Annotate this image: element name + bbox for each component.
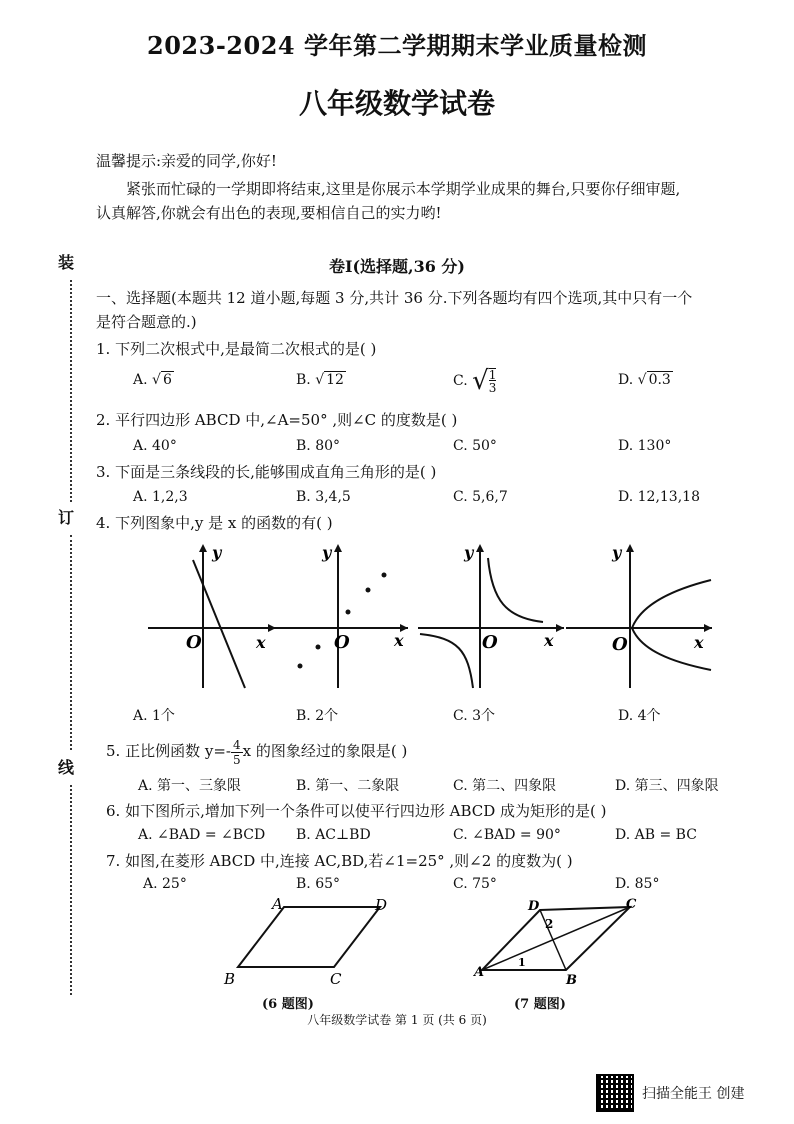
- margin-mark-top: 装: [58, 253, 75, 272]
- q5-stem: 5. 正比例函数 $y=-\frac{4}{5}x$ 的图象经过的象限是( ): [106, 737, 408, 767]
- q6-option-b: B. AC⊥BD: [296, 827, 371, 843]
- angle-1-label: 1: [518, 956, 526, 969]
- q3-option-d: D. 12,13,18: [618, 489, 700, 505]
- vertex-b: B: [566, 973, 577, 988]
- exam-subtitle: 八年级数学试卷: [298, 87, 495, 120]
- axis-y-label: y: [212, 543, 222, 562]
- q4-option-c: C. 3个: [453, 708, 496, 724]
- q1-option-c: C. $√\frac{1}{3}$: [453, 366, 497, 396]
- axis-y-label: y: [464, 543, 474, 562]
- figure-6-caption: (6 题图): [262, 997, 314, 1012]
- vertex-a: A: [474, 965, 485, 980]
- margin-mark-middle: 订: [58, 508, 75, 527]
- origin-label: O: [612, 634, 628, 655]
- data-point: [346, 610, 351, 615]
- figure-7-rhombus: [470, 894, 650, 994]
- vertex-d: D: [528, 899, 540, 914]
- section-title: 卷Ⅰ(选择题,36 分): [328, 257, 466, 276]
- axis-y-label: y: [612, 543, 622, 562]
- q1-option-d: D. √ 0.3: [618, 372, 671, 388]
- data-point: [316, 645, 321, 650]
- angle-2-label: 2: [545, 917, 554, 931]
- intro-line-1: 紧张而忙碌的一学期即将结束,这里是你展示本学期学业成果的舞台,只要你仔细审题,: [126, 180, 681, 198]
- q7-option-d: D. 85°: [615, 876, 660, 892]
- binding-line-top: [70, 280, 72, 502]
- q3-option-b: B. 3,4,5: [296, 489, 351, 505]
- q4-graph-a: [148, 540, 278, 690]
- binding-line-bottom: [70, 785, 72, 995]
- origin-label: O: [186, 632, 202, 653]
- exam-title: 2023-2024 学年第二学期期末学业质量检测: [147, 31, 647, 60]
- q1-option-b: B. √ 12: [296, 372, 344, 388]
- vertex-d: D: [375, 896, 388, 914]
- q4-graph-c: [418, 540, 568, 690]
- figure-6-parallelogram: [222, 894, 392, 994]
- axis-x-label: x: [544, 631, 554, 650]
- q5-option-c: C. 第二、四象限: [453, 778, 557, 794]
- data-point: [382, 573, 387, 578]
- scanner-watermark: [596, 1074, 744, 1112]
- q4-graph-b: [276, 540, 411, 690]
- q4-option-b: B. 2个: [296, 708, 339, 724]
- binding-line-middle: [70, 535, 72, 750]
- q4-stem: 4. 下列图象中,y 是 x 的函数的有( ): [96, 514, 333, 532]
- section-instructions-1: 一、选择题(本题共 12 道小题,每题 3 分,共计 36 分.下列各题均有四个选项,其中只有一个: [96, 289, 693, 307]
- q4-option-d: D. 4个: [618, 708, 661, 724]
- intro-line-2: 认真解答,你就会有出色的表现,要相信自己的实力哟!: [96, 204, 442, 222]
- axis-y-label: y: [322, 543, 332, 562]
- q2-option-a: A. 40°: [133, 438, 177, 454]
- q7-option-b: B. 65°: [296, 876, 341, 892]
- q4-option-a: A. 1个: [133, 708, 175, 724]
- q7-option-c: C. 75°: [453, 876, 497, 892]
- vertex-c: C: [330, 970, 342, 988]
- watermark-text: 扫描全能王 创建: [642, 1086, 745, 1102]
- q2-stem: 2. 平行四边形 ABCD 中,∠A=50° ,则∠C 的度数是( ): [96, 411, 458, 429]
- q5-option-d: D. 第三、四象限: [615, 778, 719, 794]
- axis-x-label: x: [394, 631, 404, 650]
- q3-option-c: C. 5,6,7: [453, 489, 508, 505]
- qr-code-icon: [596, 1074, 634, 1112]
- vertex-a: A: [272, 895, 283, 913]
- vertex-c: C: [626, 897, 637, 912]
- q5-option-b: B. 第一、二象限: [296, 778, 400, 794]
- vertex-b: B: [224, 970, 236, 988]
- q7-option-a: A. 25°: [143, 876, 187, 892]
- q5-option-a: A. 第一、三象限: [138, 778, 242, 794]
- figure-7-caption: (7 题图): [514, 997, 566, 1012]
- origin-label: O: [482, 632, 498, 653]
- greeting: 温馨提示:亲爱的同学,你好!: [96, 152, 277, 170]
- data-point: [298, 664, 303, 669]
- q3-option-a: A. 1,2,3: [133, 489, 188, 505]
- q4-graph-d: [566, 540, 716, 690]
- q7-stem: 7. 如图,在菱形 ABCD 中,连接 AC,BD,若∠1=25° ,则∠2 的度数为( ): [106, 852, 573, 870]
- section-instructions-2: 是符合题意的.): [96, 313, 197, 331]
- origin-label: O: [334, 632, 350, 653]
- q3-stem: 3. 下面是三条线段的长,能够围成直角三角形的是( ): [96, 463, 437, 481]
- q6-stem: 6. 如下图所示,增加下列一个条件可以使平行四边形 ABCD 成为矩形的是( ): [106, 802, 607, 820]
- q6-option-c: C. ∠BAD = 90°: [453, 827, 561, 843]
- page-footer: 八年级数学试卷 第 1 页 (共 6 页): [307, 1013, 487, 1027]
- q2-option-b: B. 80°: [296, 438, 341, 454]
- q1-stem: 1. 下列二次根式中,是最简二次根式的是( ): [96, 340, 377, 358]
- axis-x-label: x: [256, 633, 266, 652]
- data-point: [366, 588, 371, 593]
- axis-x-label: x: [694, 633, 704, 652]
- q2-option-d: D. 130°: [618, 438, 672, 454]
- q2-option-c: C. 50°: [453, 438, 497, 454]
- q6-option-a: A. ∠BAD = ∠BCD: [138, 827, 266, 843]
- margin-mark-bottom: 线: [58, 758, 75, 777]
- q1-option-a: A. √ 6: [133, 372, 172, 388]
- q6-option-d: D. AB = BC: [615, 827, 697, 843]
